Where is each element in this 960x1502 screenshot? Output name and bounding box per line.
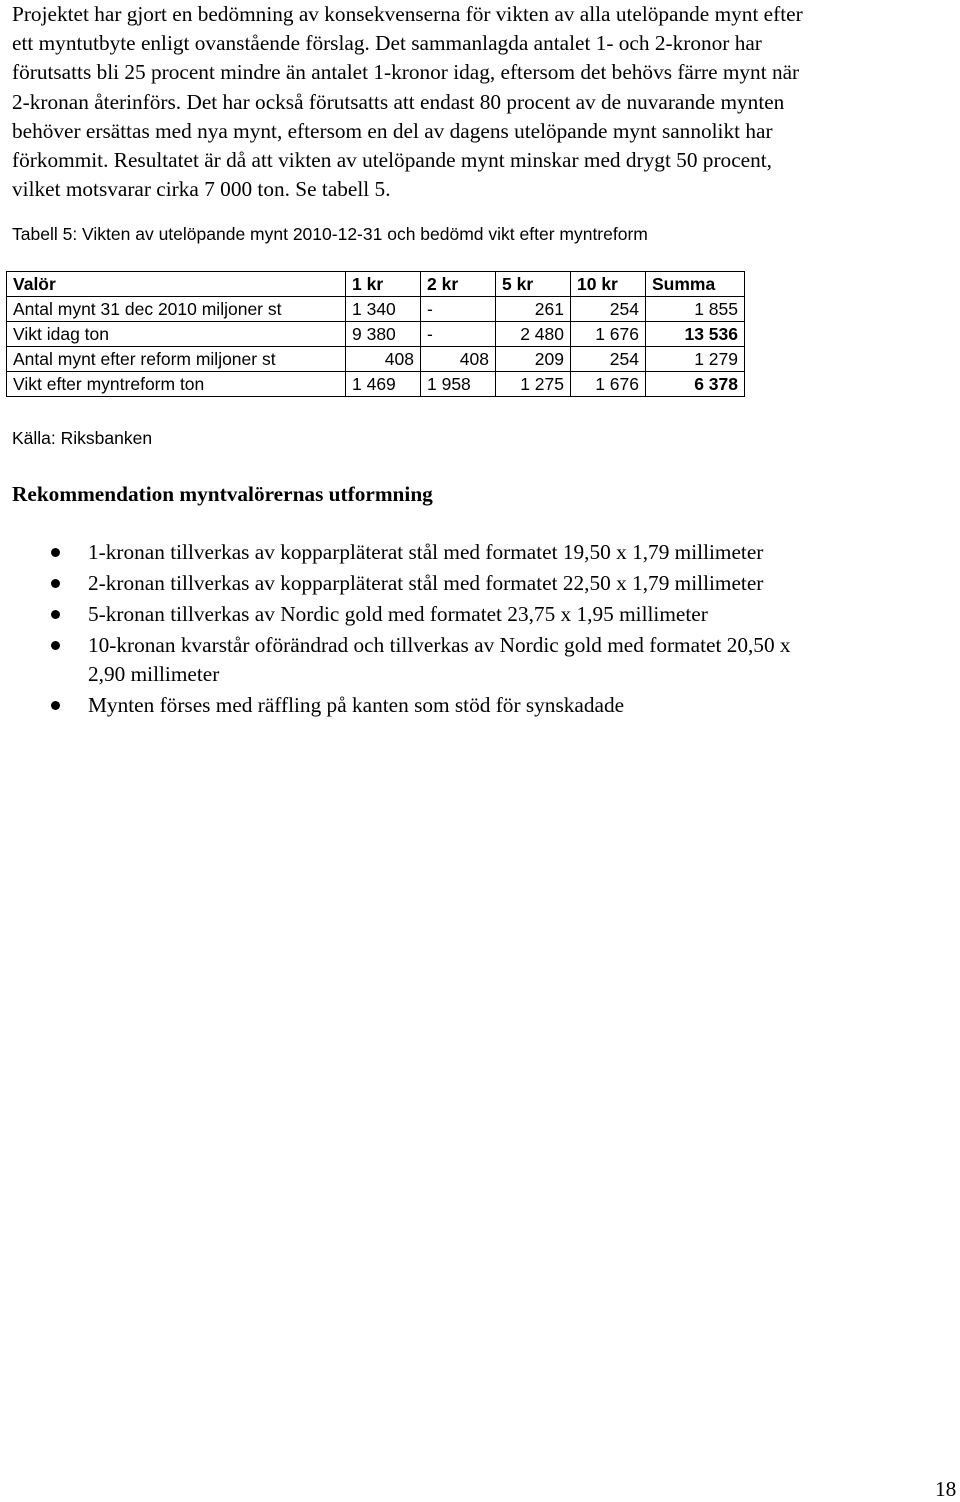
table-row xyxy=(7,372,745,397)
table-cell: 254 xyxy=(571,347,646,372)
source-note: Källa: Riksbanken xyxy=(12,428,153,448)
table-cell: Antal mynt 31 dec 2010 miljoner st xyxy=(7,297,346,322)
table-cell: 1 855 xyxy=(646,297,745,322)
list-item-text: 2,90 millimeter xyxy=(88,662,220,686)
header-cell: 1 kr xyxy=(346,272,421,297)
section-heading: Rekommendation myntvalörernas utformning xyxy=(12,482,433,506)
bullet-icon xyxy=(51,641,60,650)
recommendation-list xyxy=(0,538,960,720)
intro-paragraph xyxy=(12,0,948,204)
table-cell: 1 275 xyxy=(496,372,571,397)
table-cell: 1 279 xyxy=(646,347,745,372)
table-cell: 9 380 xyxy=(346,322,421,347)
table-cell: 408 xyxy=(346,347,421,372)
table-row xyxy=(7,322,745,347)
table-cell: 408 xyxy=(421,347,496,372)
paragraph-line: Projektet har gjort en bedömning av konsekvenserna för vikten av alla utelöpande mynt efter xyxy=(12,2,803,26)
bullet-icon xyxy=(51,701,60,710)
table-cell: 1 958 xyxy=(421,372,496,397)
table-cell: - xyxy=(421,297,496,322)
table-cell: 1 676 xyxy=(571,322,646,347)
bullet-icon xyxy=(51,548,60,557)
bullet-icon xyxy=(51,579,60,588)
table-cell: - xyxy=(421,322,496,347)
paragraph-line: vilket motsvarar cirka 7 000 ton. Se tabell 5. xyxy=(12,177,391,202)
table-cell: Antal mynt efter reform miljoner st xyxy=(7,347,346,372)
header-cell: 10 kr xyxy=(571,272,646,297)
table-cell: 1 340 xyxy=(346,297,421,322)
list-item xyxy=(0,600,960,629)
table-cell: Vikt idag ton xyxy=(7,322,346,347)
page-number: 18 xyxy=(935,1477,957,1501)
table-cell: 13 536 xyxy=(646,322,745,347)
table-caption: Tabell 5: Vikten av utelöpande mynt 2010-12-31 och bedömd vikt efter myntreform xyxy=(12,224,648,244)
paragraph-line: behöver ersättas med nya mynt, eftersom en del av dagens utelöpande mynt sannolikt har xyxy=(12,118,773,143)
coin-weight-table xyxy=(6,271,745,397)
table-header-row xyxy=(7,272,745,297)
paragraph-line: ett myntutbyte enligt ovanstående förslag. Det sammanlagda antalet 1- och 2-kronor har xyxy=(12,31,762,56)
list-item xyxy=(0,538,960,567)
table-cell: 1 469 xyxy=(346,372,421,397)
header-cell: Summa xyxy=(646,272,745,297)
paragraph-line: förutsatts bli 25 procent mindre än antalet 1-kronor idag, eftersom det behövs färre mynt när xyxy=(12,60,800,85)
table-cell: 2 480 xyxy=(496,322,571,347)
table-cell: 209 xyxy=(496,347,571,372)
list-item-text: 1-kronan tillverkas av kopparpläterat stål med formatet 19,50 x 1,79 millimeter xyxy=(88,540,764,564)
list-item xyxy=(0,569,960,598)
list-item xyxy=(0,631,960,689)
paragraph-line: förkommit. Resultatet är då att vikten av utelöpande mynt minskar med drygt 50 procent, xyxy=(12,148,772,173)
list-item-text: 5-kronan tillverkas av Nordic gold med formatet 23,75 x 1,95 millimeter xyxy=(88,602,708,626)
table-cell: 6 378 xyxy=(646,372,745,397)
table-row xyxy=(7,347,745,372)
header-cell: 2 kr xyxy=(421,272,496,297)
list-item-text: 2-kronan tillverkas av kopparpläterat stål med formatet 22,50 x 1,79 millimeter xyxy=(88,571,764,595)
list-item-text: Mynten förses med räffling på kanten som stöd för synskadade xyxy=(88,693,625,717)
list-item-text: 10-kronan kvarstår oförändrad och tillverkas av Nordic gold med formatet 20,50 x xyxy=(88,633,791,657)
header-cell: 5 kr xyxy=(496,272,571,297)
table-cell: 261 xyxy=(496,297,571,322)
bullet-icon xyxy=(51,610,60,619)
table-cell: Vikt efter myntreform ton xyxy=(7,372,346,397)
header-cell: Valör xyxy=(7,272,346,297)
table-cell: 1 676 xyxy=(571,372,646,397)
table-row xyxy=(7,297,745,322)
list-item xyxy=(0,691,960,720)
paragraph-line: 2-kronan återinförs. Det har också förutsatts att endast 80 procent av de nuvarande mynten xyxy=(12,89,785,114)
table-cell: 254 xyxy=(571,297,646,322)
